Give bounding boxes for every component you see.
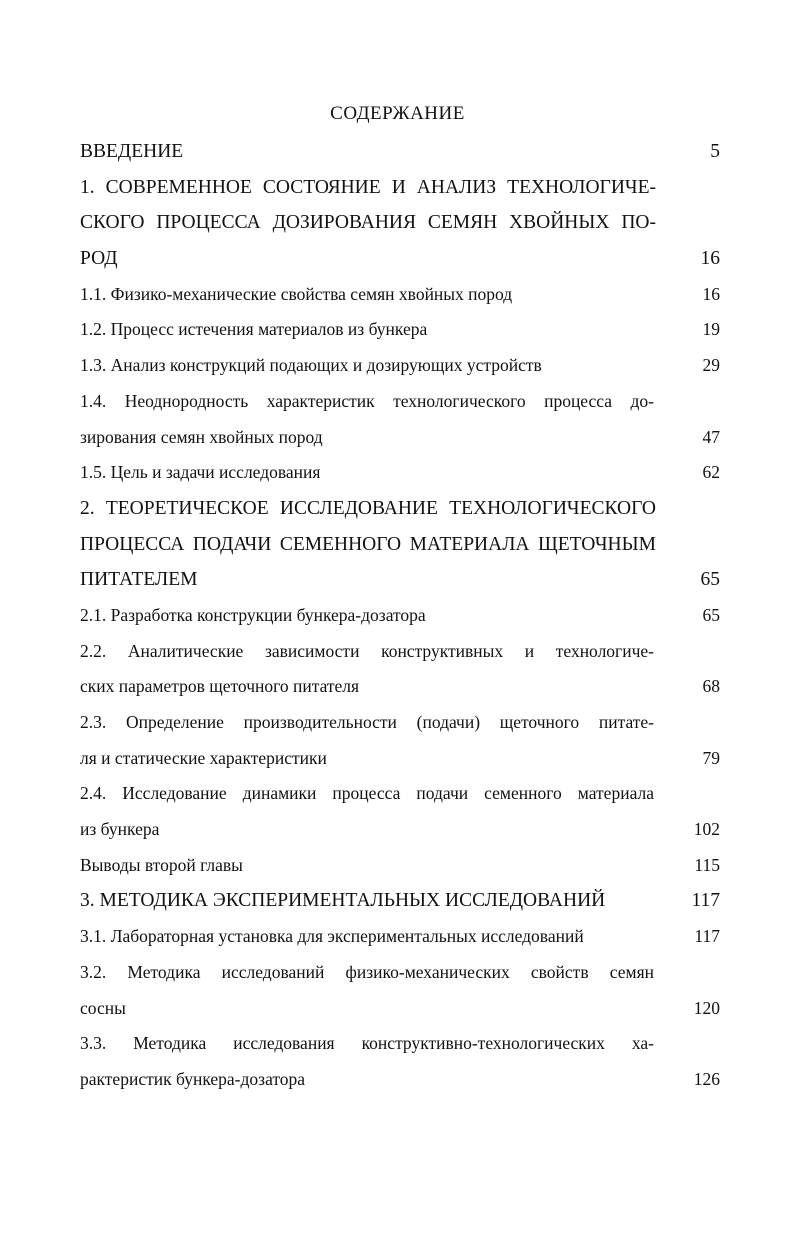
toc-page-number: 68 bbox=[702, 676, 720, 697]
toc-row bbox=[80, 455, 720, 491]
toc-page-number: 120 bbox=[693, 997, 720, 1018]
toc-entry-text: 1.5. Цель и задачи исследования bbox=[80, 462, 321, 483]
toc-entry-text: 1.4. Неоднородность характеристик технологического процесса до- bbox=[80, 390, 654, 411]
toc-row bbox=[80, 812, 720, 848]
toc-page-number: 47 bbox=[702, 426, 720, 447]
toc-entry-text: ПРОЦЕССА ПОДАЧИ СЕМЕННОГО МАТЕРИАЛА ЩЕТОЧНЫМ bbox=[80, 533, 656, 555]
toc-row bbox=[80, 312, 720, 348]
toc-page-number: 115 bbox=[694, 854, 720, 875]
toc-row bbox=[80, 883, 720, 919]
toc-entry-text: ских параметров щеточного питателя bbox=[80, 676, 360, 697]
toc-row bbox=[80, 205, 720, 241]
toc-row bbox=[80, 420, 720, 456]
toc-entry-text: 2. ТЕОРЕТИЧЕСКОЕ ИССЛЕДОВАНИЕ ТЕХНОЛОГИЧЕСКОГО bbox=[80, 497, 656, 519]
toc-row bbox=[80, 991, 720, 1027]
toc-entry-text: сосны bbox=[80, 997, 126, 1018]
toc-row bbox=[80, 1062, 720, 1098]
toc-entry-text: ВВЕДЕНИЕ bbox=[80, 141, 184, 162]
toc-page-number: 79 bbox=[702, 747, 720, 768]
toc-entry-text: 3. МЕТОДИКА ЭКСПЕРИМЕНТАЛЬНЫХ ИССЛЕДОВАНИЙ bbox=[80, 890, 606, 912]
toc-row bbox=[80, 776, 720, 812]
toc-entry-text: 1.2. Процесс истечения материалов из бункера bbox=[80, 319, 428, 340]
toc-entry-text: 1.1. Физико-механические свойства семян хвойных пород bbox=[80, 283, 513, 304]
toc-row bbox=[80, 348, 720, 384]
toc-page-number: 29 bbox=[702, 355, 720, 376]
toc-entry-text: 1. СОВРЕМЕННОЕ СОСТОЯНИЕ И АНАЛИЗ ТЕХНОЛОГИЧЕ- bbox=[80, 176, 656, 198]
toc-page-number: 117 bbox=[691, 890, 720, 912]
toc-row bbox=[80, 134, 720, 170]
toc-entry-text: ПИТАТЕЛЕМ bbox=[80, 569, 198, 591]
toc-page-number: 62 bbox=[702, 462, 720, 483]
toc-row bbox=[80, 955, 720, 991]
toc-page-number: 16 bbox=[700, 248, 720, 270]
page-title: СОДЕРЖАНИЕ bbox=[330, 103, 465, 124]
toc-row bbox=[80, 919, 720, 955]
toc-entry-text: 3.1. Лабораторная установка для экспериментальных исследований bbox=[80, 926, 584, 947]
toc-page-number: 102 bbox=[693, 819, 720, 840]
toc-page-number: 19 bbox=[702, 319, 720, 340]
toc-row bbox=[80, 741, 720, 777]
toc-row bbox=[80, 277, 720, 313]
toc-page-number: 16 bbox=[702, 283, 720, 304]
toc-entry-text: 2.1. Разработка конструкции бункера-дозатора bbox=[80, 604, 426, 625]
toc-entry-text: Выводы второй главы bbox=[80, 854, 243, 875]
toc-row bbox=[80, 1026, 720, 1062]
toc-entry-text: РОД bbox=[80, 248, 118, 270]
toc-row bbox=[80, 598, 720, 634]
toc-page-number: 5 bbox=[710, 141, 720, 162]
toc-row bbox=[80, 562, 720, 598]
toc-page-number: 65 bbox=[702, 604, 720, 625]
toc-entry-text: 1.3. Анализ конструкций подающих и дозирующих устройств bbox=[80, 355, 542, 376]
toc-entry-text: 2.2. Аналитические зависимости конструктивных и технологиче- bbox=[80, 640, 654, 661]
toc-row bbox=[80, 241, 720, 277]
toc-row bbox=[80, 705, 720, 741]
toc-row bbox=[80, 848, 720, 884]
toc-row bbox=[80, 384, 720, 420]
toc-entry-text: 3.3. Методика исследования конструктивно-технологических ха- bbox=[80, 1033, 654, 1054]
toc-entry-text: зирования семян хвойных пород bbox=[80, 426, 323, 447]
toc-row bbox=[80, 527, 720, 563]
toc-entry-text: 3.2. Методика исследований физико-механических свойств семян bbox=[80, 961, 654, 982]
toc-row bbox=[80, 170, 720, 206]
toc-page-number: 65 bbox=[700, 569, 720, 591]
toc-entry-text: СКОГО ПРОЦЕССА ДОЗИРОВАНИЯ СЕМЯН ХВОЙНЫХ ПО- bbox=[80, 212, 656, 234]
toc-entry-text: рактеристик бункера-дозатора bbox=[80, 1068, 306, 1089]
toc-row bbox=[80, 491, 720, 527]
toc-entry-text: из бункера bbox=[80, 819, 160, 840]
toc-row bbox=[80, 634, 720, 670]
toc-row bbox=[80, 669, 720, 705]
toc-entry-text: ля и статические характеристики bbox=[80, 747, 327, 768]
table-of-contents bbox=[80, 134, 720, 1098]
toc-entry-text: 2.4. Исследование динамики процесса подачи семенного материала bbox=[80, 783, 654, 804]
toc-page-number: 126 bbox=[693, 1068, 720, 1089]
toc-entry-text: 2.3. Определение производительности (подачи) щеточного питате- bbox=[80, 712, 654, 732]
toc-page-number: 117 bbox=[694, 926, 720, 947]
